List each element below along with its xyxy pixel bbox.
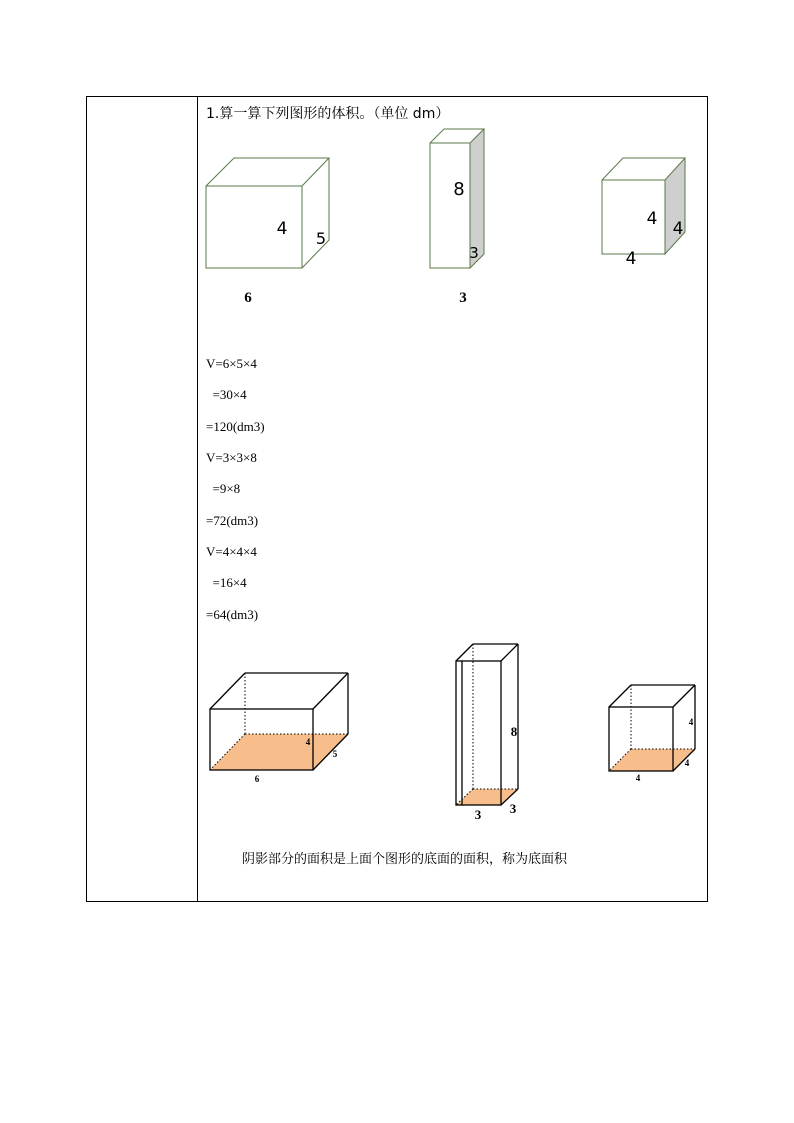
base-area-caption: 阴影部分的面积是上面个图形的底面的面积，称为底面积	[242, 852, 568, 867]
bottom-prism-height-label: 8	[510, 724, 518, 739]
top-box-figure	[206, 158, 329, 268]
calc-line: =120(dm3)	[206, 419, 265, 434]
calc-line: =64(dm3)	[206, 607, 259, 622]
calc-line: V=4×4×4	[206, 544, 257, 559]
top-prism-depth-label: 3	[469, 244, 479, 262]
top-box-height-label: 4	[276, 219, 288, 239]
bottom-cube-figure	[609, 685, 695, 771]
bottom-box-height-label: 4	[305, 737, 311, 747]
calc-line: V=3×3×8	[206, 450, 257, 465]
calc-line: =16×4	[206, 575, 247, 590]
bottom-prism-width-label: 3	[474, 807, 482, 822]
bottom-cube-height-label: 4	[688, 717, 694, 727]
top-box-depth-label: 5	[315, 229, 327, 248]
calc-line: =72(dm3)	[206, 513, 259, 528]
bottom-cube-depth-label: 4	[684, 758, 690, 768]
top-box-width-label: 6	[244, 290, 252, 306]
top-cube-front-label: 4	[646, 209, 658, 229]
calc-line: V=6×5×4	[206, 356, 257, 371]
calc-line: =9×8	[206, 481, 241, 496]
bottom-box-depth-label: 5	[332, 749, 338, 759]
top-cube-side-label: 4	[672, 219, 684, 239]
bottom-cube-base-shade	[609, 749, 695, 771]
bottom-prism-depth-label: 3	[509, 801, 517, 816]
top-cube-bottom-label: 4	[625, 249, 637, 269]
top-prism-width-label: 3	[459, 290, 467, 306]
bottom-box-figure	[210, 673, 348, 770]
top-prism-height-label: 8	[453, 179, 465, 200]
bottom-prism-figure	[456, 644, 518, 805]
bottom-box-base-shade	[210, 734, 348, 770]
question-title: 1.算一算下列图形的体积。（单位 dm）	[206, 106, 450, 122]
top-cube-figure	[602, 158, 685, 254]
bottom-cube-width-label: 4	[635, 773, 641, 783]
calc-line: =30×4	[206, 387, 247, 402]
bottom-box-width-label: 6	[254, 774, 260, 784]
